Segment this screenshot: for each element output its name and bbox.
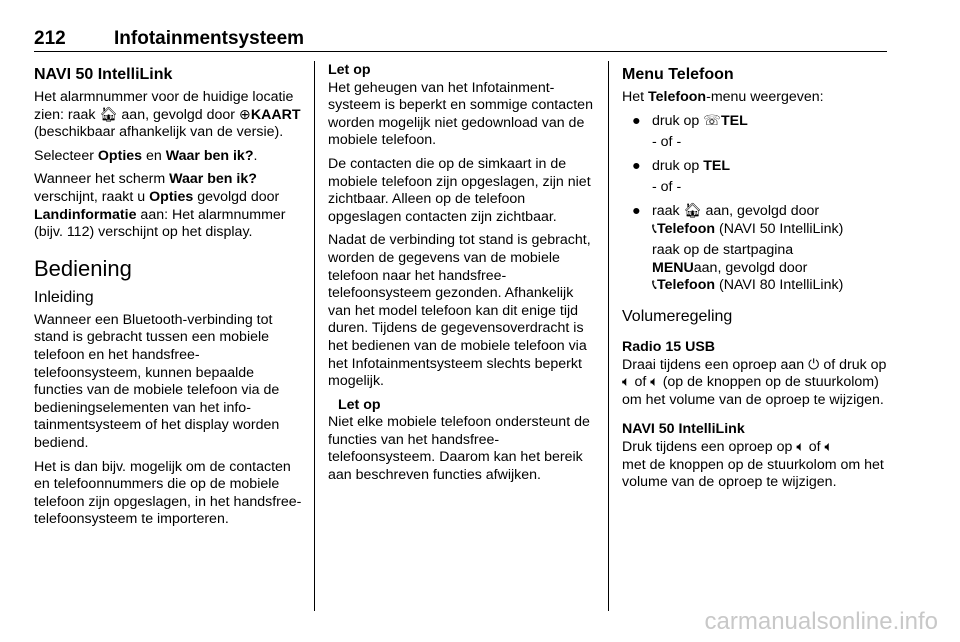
paragraph-import: Het is dan bijv. mogelijk om de contacten en telefoonnummers die op de mobiele telefoon zijn opgeslagen, in het handsfree-telefoonsysteem te importeren. xyxy=(34,458,302,528)
paragraph-where: Wanneer het scherm Waar ben ik? verschijnt, raakt u Opties gevolgd door Landinformatie aan: Het alarmnummer (bijv. 112) verschijnt op het display. xyxy=(34,171,286,241)
note-1-paragraph-1: Het geheugen van het Infotainmentsysteem is beperkt en sommige contacten worden mogelijk niet gedownload van de mobiele telefoon. xyxy=(328,79,593,149)
paragraph-radio-volume: Draai tijdens een oproep aan ⏻ of druk op 🔈︎ of 🔈︎ (op de knoppen op de stuurkolom) om het volume van de oproep te wijzigen. xyxy=(622,356,887,408)
bullet-item-2: ● druk op TEL xyxy=(632,157,731,174)
knob-icon: ⏻ xyxy=(808,356,820,373)
paragraph-connection: Nadat de verbinding tot stand is gebracht, worden de gegevens van de mobiele telefoon naar het handsfree-telefoonsysteem gezonden. Afhankelijk van het model telefoon kan dit enige tijd duren. Tijdens de gegevensoverdracht is het bedienen van de mobiele telefoon via het Infotainmentsysteem slechts beperkt mogelijk. xyxy=(328,232,591,390)
column-1 xyxy=(34,62,302,535)
section-bediening: Bediening xyxy=(34,255,132,281)
bullet-icon: ● xyxy=(632,112,641,129)
watermark: carmanualsonline.info xyxy=(704,608,938,635)
column-divider-2 xyxy=(608,61,609,611)
column-2 xyxy=(328,62,594,491)
volume-down-icon: 🔈︎ xyxy=(650,374,659,391)
column-3 xyxy=(622,62,892,498)
volume-up-icon: 🔈︎ xyxy=(796,438,805,455)
phone-tel-icon: ☏ xyxy=(703,112,722,129)
note-title-1: Let op xyxy=(328,62,371,78)
page-number: 212 xyxy=(34,28,66,49)
heading-navi50: NAVI 50 IntelliLink xyxy=(34,66,173,83)
page-title: Infotainmentsysteem xyxy=(114,28,305,49)
volume-up-icon: 🔈︎ xyxy=(622,374,631,391)
paragraph-alarm: Het alarmnummer voor de huidige locatie zien: raak 🏠︎ aan, gevolgd door ⊕KAART (beschikbaar afhankelijk van de versie). xyxy=(34,89,301,141)
note-2-paragraph-1: Niet elke mobiele telefoon ondersteunt de functies van het handsfree-telefoonsysteem. Daarom kan het bereik aan beschreven functies afwijken. xyxy=(328,414,590,484)
or-separator-1: - of - xyxy=(652,134,682,151)
header-rule xyxy=(34,51,887,52)
volume-down-icon: 🔈︎ xyxy=(824,438,834,455)
heading-navi50-volume: NAVI 50 IntelliLink xyxy=(622,421,745,438)
or-separator-2: - of - xyxy=(652,179,682,196)
bullet-icon: ● xyxy=(632,157,641,174)
heading-radio15usb: Radio 15 USB xyxy=(622,338,716,355)
bullet-item-1: ● druk op ☏TEL xyxy=(632,112,748,129)
paragraph-intro: Het Telefoon-menu weergeven: xyxy=(622,89,824,105)
map-icon: ⊕ xyxy=(238,106,251,123)
bullet-icon: ● xyxy=(632,202,641,219)
subheading-inleiding: Inleiding xyxy=(34,288,94,306)
paragraph-select: Selecteer Opties en Waar ben ik?. xyxy=(34,147,258,164)
paragraph-navi-volume: Druk tijdens een oproep op 🔈︎ of 🔈︎ met de knoppen op de stuurkolom om het volume van de oproep te wijzigen. xyxy=(622,438,884,491)
bullet-item-3-sub: raak op de startpagina MENUaan, gevolgd door 📞︎Telefoon (NAVI 80 IntelliLink) xyxy=(652,242,844,294)
note-1-paragraph-2: De contacten die op de simkaart in de mobiele telefoon zijn opgeslagen, zijn niet zichtbaar. Alleen op de telefoon opgeslagen contacten zijn zichtbaar. xyxy=(328,155,591,225)
heading-menu-telefoon: Menu Telefoon xyxy=(622,66,734,83)
column-divider-1 xyxy=(314,61,315,611)
home-icon: 🏠︎ xyxy=(683,202,702,219)
note-title-2: Let op xyxy=(338,396,381,413)
bullet-item-3: ● raak 🏠︎ aan, gevolgd door 📞︎Telefoon (NAVI 50 IntelliLink) xyxy=(632,202,844,237)
section-volumeregeling: Volumeregeling xyxy=(622,307,733,325)
phone-icon: 📞︎ xyxy=(652,277,657,294)
home-icon: 🏠︎ xyxy=(99,106,118,123)
paragraph-bluetooth: Wanneer een Bluetooth-verbinding tot stand is gebracht tussen een mobiele telefoon en het handsfree-telefoonsysteem, kunnen bepaalde functies van de mobiele telefoon via de bedieningselementen van het infotainmentsysteem of het display worden bediend. xyxy=(34,311,280,451)
phone-icon: 📞︎ xyxy=(652,220,657,237)
